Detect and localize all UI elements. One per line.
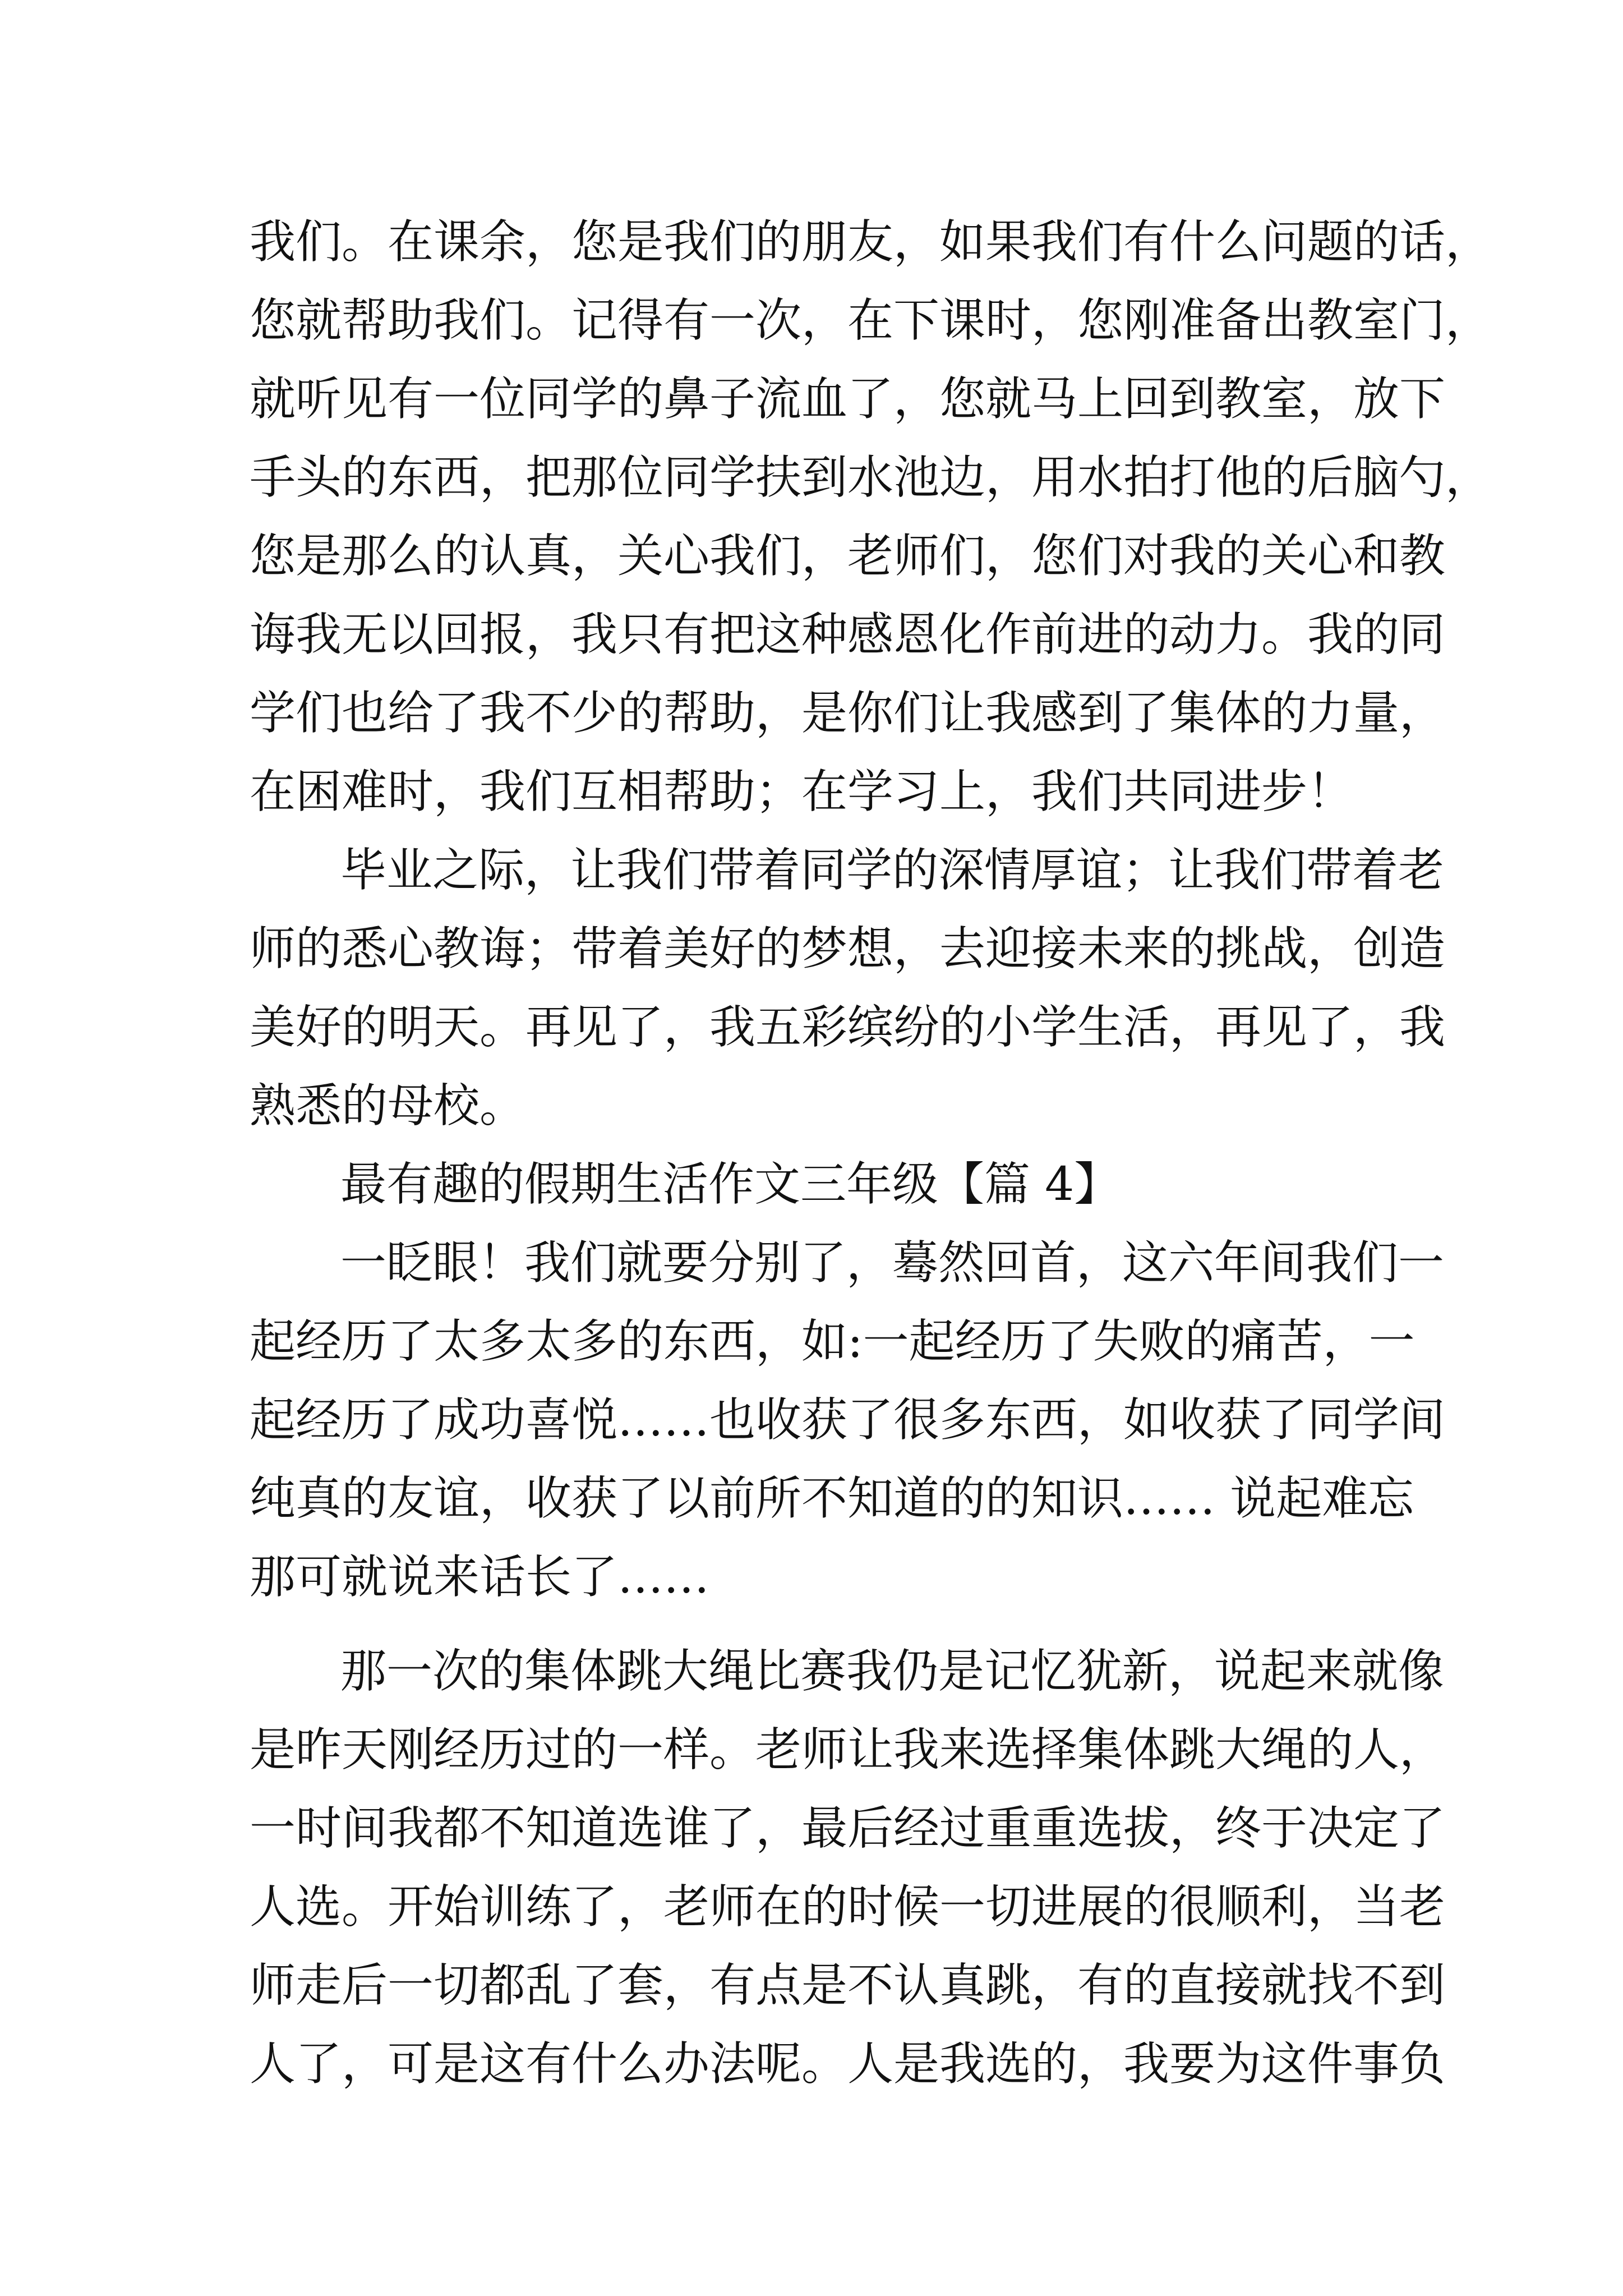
text-line: 美好的明天。再见了，我五彩缤纷的小学生活，再见了，我: [250, 1001, 1446, 1054]
text-line: 在困难时，我们互相帮助；在学习上，我们共同进步！: [250, 765, 1354, 818]
text-line: 就听见有一位同学的鼻子流血了，您就马上回到教室，放下: [250, 372, 1446, 426]
text-line: 纯真的友谊，收获了以前所不知道的的知识…… 说起难忘: [250, 1472, 1414, 1525]
section-heading: 最有趣的假期生活作文三年级【篇 4】: [340, 1158, 1121, 1211]
text-line: 人选。开始训练了，老师在的时候一切进展的很顺利，当老: [250, 1880, 1446, 1934]
text-line: 人了，可是这有什么办法呢。人是我选的，我要为这件事负: [250, 2037, 1446, 2091]
text-line: 您是那么的认真，关心我们，老师们，您们对我的关心和教: [250, 530, 1446, 583]
text-line: 熟悉的母校。: [250, 1079, 526, 1133]
paragraph-first-line: 一眨眼！我们就要分别了，蓦然回首，这六年间我们一: [340, 1236, 1445, 1290]
text-line: 一时间我都不知道选谁了，最后经过重重选拔，终于决定了: [250, 1802, 1446, 1855]
paragraph-first-line: 毕业之际，让我们带着同学的深情厚谊；让我们带着老: [340, 844, 1445, 897]
text-line: 诲我无以回报，我只有把这种感恩化作前进的动力。我的同: [250, 608, 1446, 661]
paragraph-first-line: 那一次的集体跳大绳比赛我仍是记忆犹新，说起来就像: [340, 1645, 1445, 1698]
text-line: 师的悉心教诲；带着美好的梦想，去迎接未来的挑战，创造: [250, 922, 1446, 976]
text-line: 起经历了成功喜悦……也收获了很多东西，如收获了同学间: [250, 1393, 1446, 1447]
text-line: 那可就说来话长了……: [250, 1550, 710, 1604]
text-line: 我们。在课余，您是我们的朋友，如果我们有什么问题的话，: [250, 215, 1492, 269]
text-line: 学们也给了我不少的帮助，是你们让我感到了集体的力量，: [250, 687, 1446, 740]
text-line: 师走后一切都乱了套，有点是不认真跳，有的直接就找不到: [250, 1959, 1446, 2012]
text-line: 手头的东西，把那位同学扶到水池边，用水拍打他的后脑勺，: [250, 451, 1492, 504]
text-line: 起经历了太多太多的东西，如:一起经历了失败的痛苦，一: [250, 1315, 1415, 1368]
text-line: 您就帮助我们。记得有一次，在下课时，您刚准备出教室门，: [250, 294, 1492, 347]
text-line: 是昨天刚经历过的一样。老师让我来选择集体跳大绳的人，: [250, 1723, 1446, 1777]
